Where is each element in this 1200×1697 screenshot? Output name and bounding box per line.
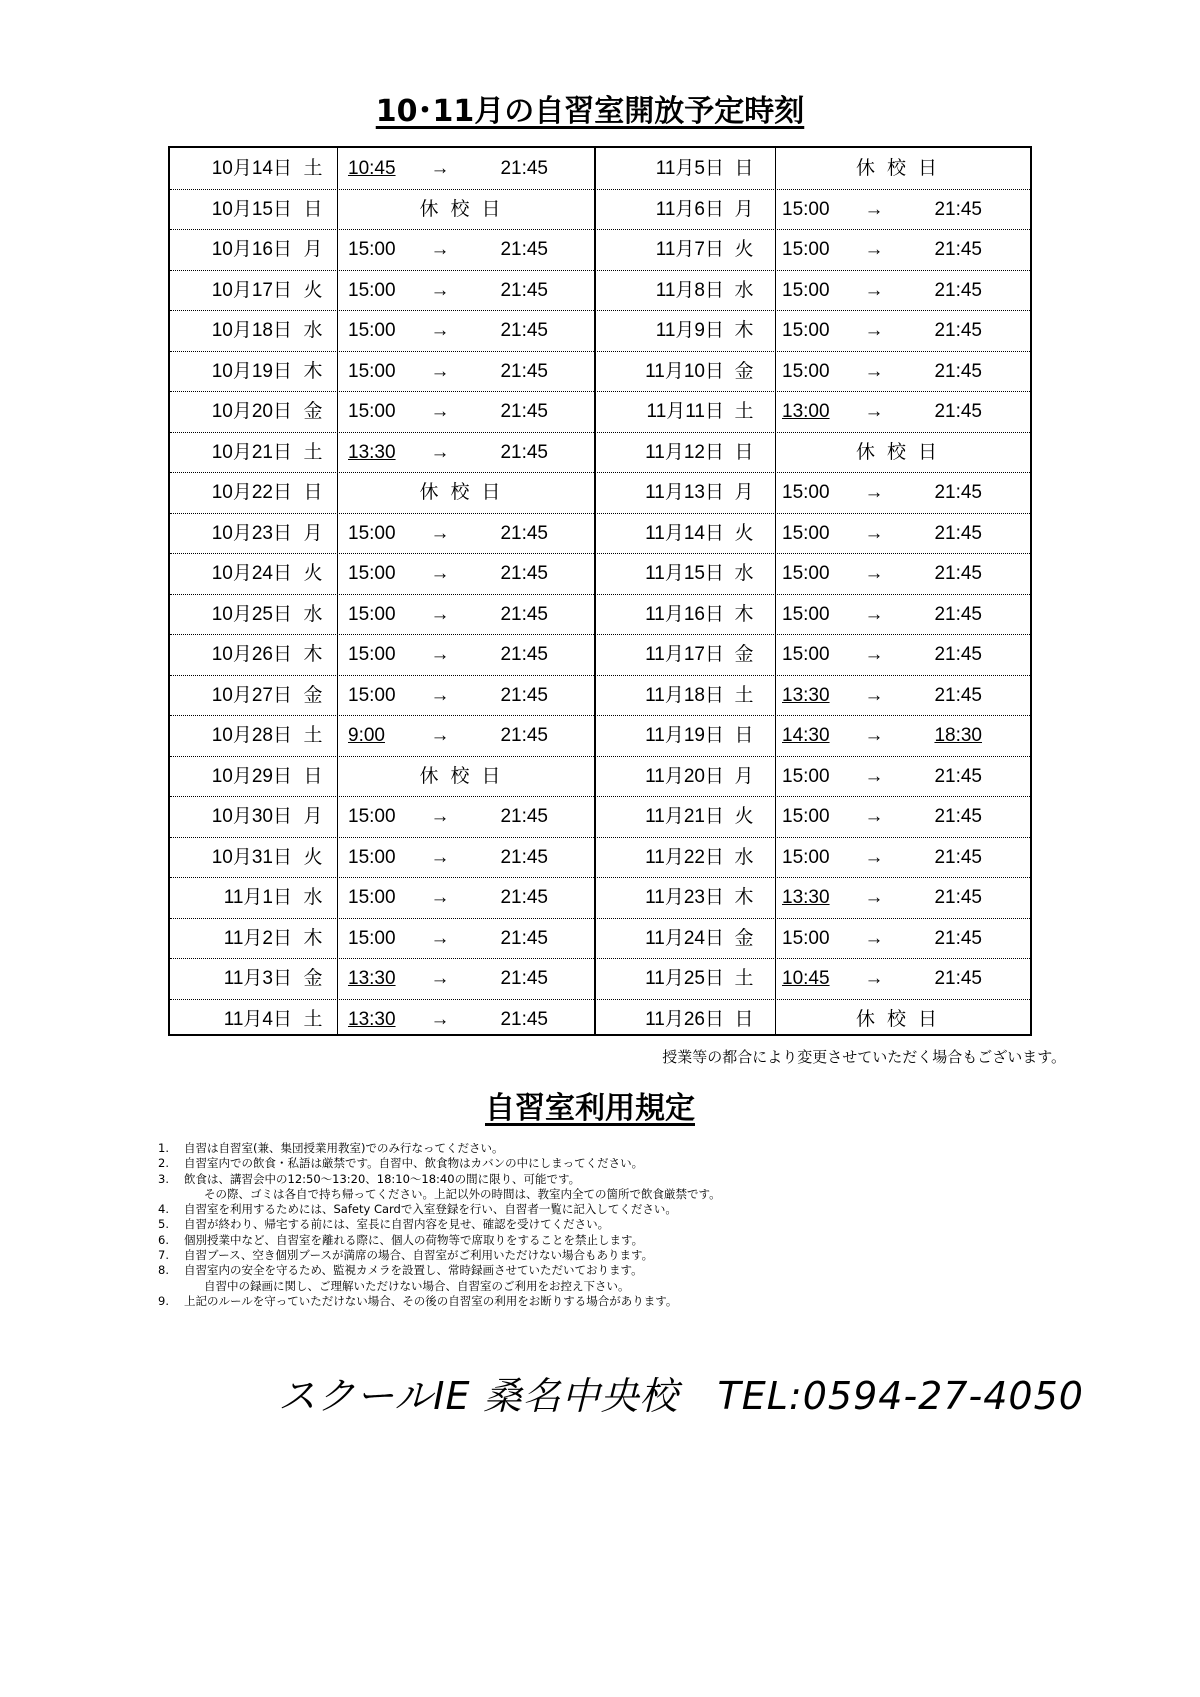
weekday-cell: 月 bbox=[734, 198, 754, 220]
weekday-cell: 水 bbox=[303, 887, 323, 908]
open-time: 15:00 bbox=[782, 563, 830, 584]
weekday-cell: 日 bbox=[303, 198, 323, 220]
close-time: 21:45 bbox=[934, 968, 982, 989]
close-time: 21:45 bbox=[934, 846, 982, 868]
close-time: 21:45 bbox=[500, 522, 548, 544]
date-cell: 11月4日 bbox=[223, 1008, 292, 1030]
open-time: 15:00 bbox=[782, 198, 830, 220]
weekday-cell: 土 bbox=[303, 1008, 323, 1030]
close-time: 21:45 bbox=[934, 927, 982, 949]
arrow-icon: → bbox=[430, 725, 450, 746]
arrow-icon: → bbox=[430, 806, 450, 827]
rule-item bbox=[158, 1202, 1058, 1217]
arrow-icon: → bbox=[430, 279, 450, 301]
open-time: 13:30 bbox=[782, 887, 830, 908]
rule-item bbox=[158, 1279, 1058, 1294]
arrow-icon: → bbox=[864, 603, 884, 625]
weekday-cell: 水 bbox=[303, 320, 323, 341]
close-time: 21:45 bbox=[934, 603, 982, 625]
open-time: 15:00 bbox=[782, 846, 830, 868]
weekday-cell: 月 bbox=[303, 239, 323, 260]
rule-item bbox=[158, 1233, 1058, 1248]
weekday-cell: 水 bbox=[303, 603, 323, 625]
schedule-row bbox=[170, 634, 1030, 676]
rule-item bbox=[158, 1248, 1058, 1263]
close-time: 21:45 bbox=[934, 239, 982, 260]
arrow-icon: → bbox=[864, 522, 884, 544]
weekday-cell: 火 bbox=[734, 522, 754, 544]
close-time: 21:45 bbox=[500, 563, 548, 584]
weekday-cell: 水 bbox=[734, 563, 754, 584]
date-cell: 11月2日 bbox=[223, 927, 292, 949]
rules-title: 自習室利用規定 bbox=[485, 1091, 695, 1126]
schedule-row bbox=[170, 958, 1030, 1000]
rule-text: 自習室内の安全を守るため、監視カメラを設置し、常時録画させていただいております。 bbox=[184, 1263, 643, 1278]
date-cell: 10月31日 bbox=[211, 846, 292, 868]
date-cell: 10月14日 bbox=[211, 158, 292, 179]
schedule-table bbox=[168, 146, 1032, 1036]
arrow-icon: → bbox=[864, 684, 884, 706]
close-time: 21:45 bbox=[500, 1008, 548, 1030]
arrow-icon: → bbox=[430, 603, 450, 625]
rule-number: 5. bbox=[158, 1217, 169, 1232]
rule-text: 上記のルールを守っていただけない場合、その後の自習室の利用をお断りする場合があります。 bbox=[184, 1293, 678, 1308]
close-time: 21:45 bbox=[934, 806, 982, 827]
weekday-cell: 木 bbox=[734, 320, 754, 341]
arrow-icon: → bbox=[864, 927, 884, 949]
schedule-row bbox=[170, 391, 1030, 433]
weekday-cell: 日 bbox=[734, 725, 754, 746]
date-cell: 11月25日 bbox=[645, 968, 724, 989]
rules-list bbox=[158, 1141, 1058, 1309]
date-cell: 11月15日 bbox=[645, 563, 724, 584]
arrow-icon: → bbox=[864, 887, 884, 908]
weekday-cell: 金 bbox=[303, 684, 323, 706]
close-time: 21:45 bbox=[500, 603, 548, 625]
arrow-icon: → bbox=[430, 441, 450, 463]
date-cell: 10月26日 bbox=[211, 644, 292, 665]
date-cell: 10月15日 bbox=[211, 198, 292, 220]
weekday-cell: 日 bbox=[303, 765, 323, 787]
close-time: 21:45 bbox=[934, 360, 982, 382]
arrow-icon: → bbox=[430, 360, 450, 382]
arrow-icon: → bbox=[864, 765, 884, 787]
date-cell: 11月9日 bbox=[655, 320, 724, 341]
open-time: 15:00 bbox=[782, 279, 830, 301]
open-time: 15:00 bbox=[348, 279, 396, 301]
arrow-icon: → bbox=[864, 563, 884, 584]
date-cell: 11月20日 bbox=[645, 765, 724, 787]
schedule-row bbox=[170, 918, 1030, 960]
open-time: 15:00 bbox=[348, 360, 396, 382]
date-cell: 10月20日 bbox=[211, 401, 292, 422]
open-time: 15:00 bbox=[782, 644, 830, 665]
open-time: 10:45 bbox=[782, 968, 830, 989]
open-time: 13:00 bbox=[782, 401, 830, 422]
arrow-icon: → bbox=[864, 968, 884, 989]
open-time: 15:00 bbox=[348, 522, 396, 544]
close-time: 21:45 bbox=[934, 887, 982, 908]
date-cell: 11月10日 bbox=[645, 360, 724, 382]
arrow-icon: → bbox=[864, 360, 884, 382]
close-time: 21:45 bbox=[934, 401, 982, 422]
weekday-cell: 日 bbox=[734, 158, 754, 179]
date-cell: 11月12日 bbox=[645, 441, 724, 463]
schedule-row bbox=[170, 999, 1030, 1040]
date-cell: 10月22日 bbox=[211, 482, 292, 503]
arrow-icon: → bbox=[864, 401, 884, 422]
rule-number: 7. bbox=[158, 1248, 169, 1263]
arrow-icon: → bbox=[864, 279, 884, 301]
rule-item bbox=[158, 1172, 1058, 1187]
date-cell: 11月26日 bbox=[645, 1008, 724, 1030]
rule-text: 自習室内での飲食・私語は厳禁です。自習中、飲食物はカバンの中にしまってください。 bbox=[184, 1156, 644, 1171]
weekday-cell: 火 bbox=[734, 239, 754, 260]
weekday-cell: 土 bbox=[734, 684, 754, 706]
weekday-cell: 木 bbox=[734, 887, 754, 908]
close-time: 21:45 bbox=[500, 441, 548, 463]
schedule-row bbox=[170, 189, 1030, 231]
close-time: 21:45 bbox=[500, 887, 548, 908]
arrow-icon: → bbox=[864, 846, 884, 868]
rule-text: 自習ブース、空き個別ブースが満席の場合、自習室がご利用いただけない場合もあります。 bbox=[184, 1248, 654, 1263]
date-cell: 10月16日 bbox=[211, 239, 292, 260]
close-time: 21:45 bbox=[934, 684, 982, 706]
schedule-row bbox=[170, 594, 1030, 636]
arrow-icon: → bbox=[864, 482, 884, 503]
open-time: 15:00 bbox=[782, 927, 830, 949]
rule-item bbox=[158, 1156, 1058, 1171]
page-title: 10･11月の自習室開放予定時刻 bbox=[375, 94, 805, 129]
open-time: 9:00 bbox=[348, 725, 385, 746]
weekday-cell: 火 bbox=[303, 279, 323, 301]
closed-label: 休校日 bbox=[855, 441, 949, 463]
weekday-cell: 水 bbox=[734, 846, 754, 868]
rule-number: 4. bbox=[158, 1202, 169, 1217]
open-time: 15:00 bbox=[348, 806, 396, 827]
rule-item bbox=[158, 1141, 1058, 1156]
weekday-cell: 水 bbox=[734, 279, 754, 301]
close-time: 21:45 bbox=[500, 644, 548, 665]
date-cell: 10月25日 bbox=[211, 603, 292, 625]
close-time: 21:45 bbox=[500, 401, 548, 422]
date-cell: 10月21日 bbox=[211, 441, 292, 463]
close-time: 21:45 bbox=[500, 725, 548, 746]
weekday-cell: 月 bbox=[303, 806, 323, 827]
closed-label: 休校日 bbox=[855, 1008, 949, 1030]
arrow-icon: → bbox=[430, 320, 450, 341]
arrow-icon: → bbox=[864, 644, 884, 665]
schedule-row bbox=[170, 877, 1030, 919]
schedule-row bbox=[170, 270, 1030, 312]
rule-number: 6. bbox=[158, 1232, 169, 1247]
arrow-icon: → bbox=[430, 401, 450, 422]
date-cell: 10月29日 bbox=[211, 765, 292, 787]
open-time: 15:00 bbox=[348, 644, 396, 665]
date-cell: 11月18日 bbox=[645, 684, 724, 706]
closed-label: 休校日 bbox=[419, 765, 513, 787]
date-cell: 11月23日 bbox=[645, 887, 724, 908]
weekday-cell: 土 bbox=[303, 158, 323, 179]
date-cell: 11月7日 bbox=[655, 239, 724, 260]
date-cell: 11月24日 bbox=[645, 927, 724, 949]
close-time: 21:45 bbox=[500, 684, 548, 706]
arrow-icon: → bbox=[864, 806, 884, 827]
rule-item bbox=[158, 1187, 1058, 1202]
open-time: 15:00 bbox=[348, 603, 396, 625]
rule-number: 3. bbox=[158, 1171, 169, 1186]
change-notice: 授業等の都合により変更させていただく場合もございます。 bbox=[662, 1048, 1066, 1066]
rule-text: その際、ゴミは各自で持ち帰ってください。上記以外の時間は、教室内全ての箇所で飲食厳禁です。 bbox=[204, 1186, 721, 1201]
open-time: 15:00 bbox=[348, 684, 396, 706]
open-time: 15:00 bbox=[782, 603, 830, 625]
weekday-cell: 木 bbox=[303, 927, 323, 949]
close-time: 21:45 bbox=[500, 927, 548, 949]
rule-text: 個別授業中など、自習室を離れる際に、個人の荷物等で席取りをすることを禁止します。 bbox=[184, 1232, 644, 1247]
date-cell: 11月5日 bbox=[655, 158, 724, 179]
weekday-cell: 火 bbox=[303, 563, 323, 584]
rule-text: 自習中の録画に関し、ご理解いただけない場合、自習室のご利用をお控え下さい。 bbox=[204, 1278, 630, 1293]
open-time: 10:45 bbox=[348, 158, 396, 179]
close-time: 21:45 bbox=[934, 482, 982, 503]
close-time: 21:45 bbox=[500, 806, 548, 827]
closed-label: 休校日 bbox=[419, 482, 513, 503]
open-time: 13:30 bbox=[348, 1008, 396, 1030]
date-cell: 11月3日 bbox=[223, 968, 292, 989]
arrow-icon: → bbox=[864, 239, 884, 260]
rule-item bbox=[158, 1217, 1058, 1232]
close-time: 21:45 bbox=[500, 279, 548, 301]
schedule-row bbox=[170, 148, 1030, 190]
close-time: 21:45 bbox=[500, 239, 548, 260]
date-cell: 10月24日 bbox=[211, 563, 292, 584]
weekday-cell: 金 bbox=[734, 644, 754, 665]
weekday-cell: 金 bbox=[734, 927, 754, 949]
schedule-row bbox=[170, 472, 1030, 514]
date-cell: 10月28日 bbox=[211, 725, 292, 746]
date-cell: 10月27日 bbox=[211, 684, 292, 706]
close-time: 21:45 bbox=[934, 320, 982, 341]
close-time: 18:30 bbox=[934, 725, 982, 746]
date-cell: 10月30日 bbox=[211, 806, 292, 827]
weekday-cell: 日 bbox=[734, 441, 754, 463]
close-time: 21:45 bbox=[934, 563, 982, 584]
rule-text: 自習は自習室(兼、集団授業用教室)でのみ行なってください。 bbox=[184, 1141, 504, 1155]
open-time: 13:30 bbox=[348, 441, 396, 463]
arrow-icon: → bbox=[864, 725, 884, 746]
date-cell: 10月18日 bbox=[211, 320, 292, 341]
date-cell: 11月16日 bbox=[645, 603, 724, 625]
close-time: 21:45 bbox=[500, 846, 548, 868]
arrow-icon: → bbox=[430, 684, 450, 706]
date-cell: 10月17日 bbox=[211, 279, 292, 301]
date-cell: 11月14日 bbox=[645, 522, 724, 544]
open-time: 15:00 bbox=[782, 522, 830, 544]
schedule-row bbox=[170, 310, 1030, 352]
open-time: 14:30 bbox=[782, 725, 830, 746]
arrow-icon: → bbox=[864, 320, 884, 341]
date-cell: 11月19日 bbox=[645, 725, 724, 746]
rule-number: 8. bbox=[158, 1263, 169, 1278]
open-time: 15:00 bbox=[782, 360, 830, 382]
weekday-cell: 月 bbox=[734, 765, 754, 787]
date-cell: 11月13日 bbox=[645, 482, 724, 503]
open-time: 15:00 bbox=[348, 927, 396, 949]
weekday-cell: 土 bbox=[303, 441, 323, 463]
weekday-cell: 月 bbox=[734, 482, 754, 503]
arrow-icon: → bbox=[430, 846, 450, 868]
close-time: 21:45 bbox=[934, 522, 982, 544]
rule-text: 自習が終わり、帰宅する前には、室長に自習内容を見せ、確認を受けてください。 bbox=[184, 1217, 610, 1232]
open-time: 15:00 bbox=[348, 239, 396, 260]
schedule-row bbox=[170, 513, 1030, 555]
close-time: 21:45 bbox=[934, 765, 982, 787]
weekday-cell: 日 bbox=[303, 482, 323, 503]
weekday-cell: 月 bbox=[303, 522, 323, 544]
arrow-icon: → bbox=[430, 887, 450, 908]
arrow-icon: → bbox=[430, 239, 450, 260]
open-time: 15:00 bbox=[348, 846, 396, 868]
close-time: 21:45 bbox=[500, 158, 548, 179]
schedule-row bbox=[170, 675, 1030, 717]
close-time: 21:45 bbox=[500, 320, 548, 341]
rule-number: 9. bbox=[158, 1293, 169, 1308]
rule-text: 自習室を利用するためには、Safety Cardで入室登録を行い、自習者一覧に記入してください。 bbox=[184, 1202, 677, 1217]
schedule-row bbox=[170, 553, 1030, 595]
open-time: 13:30 bbox=[348, 968, 396, 989]
close-time: 21:45 bbox=[934, 279, 982, 301]
open-time: 15:00 bbox=[782, 482, 830, 503]
open-time: 15:00 bbox=[782, 320, 830, 341]
open-time: 13:30 bbox=[782, 684, 830, 706]
schedule-row bbox=[170, 796, 1030, 838]
close-time: 21:45 bbox=[934, 198, 982, 220]
arrow-icon: → bbox=[430, 563, 450, 584]
weekday-cell: 金 bbox=[303, 401, 323, 422]
rule-item bbox=[158, 1263, 1058, 1278]
weekday-cell: 金 bbox=[734, 360, 754, 382]
date-cell: 10月23日 bbox=[211, 522, 292, 544]
open-time: 15:00 bbox=[348, 563, 396, 584]
date-cell: 11月22日 bbox=[645, 846, 724, 868]
date-cell: 11月8日 bbox=[655, 279, 724, 301]
open-time: 15:00 bbox=[348, 401, 396, 422]
closed-label: 休校日 bbox=[855, 158, 949, 179]
open-time: 15:00 bbox=[782, 765, 830, 787]
date-cell: 11月21日 bbox=[645, 806, 724, 827]
weekday-cell: 土 bbox=[303, 725, 323, 746]
weekday-cell: 木 bbox=[303, 360, 323, 382]
schedule-row bbox=[170, 756, 1030, 798]
weekday-cell: 土 bbox=[734, 401, 754, 422]
arrow-icon: → bbox=[430, 927, 450, 949]
schedule-row bbox=[170, 837, 1030, 879]
weekday-cell: 土 bbox=[734, 968, 754, 989]
date-cell: 11月1日 bbox=[223, 887, 292, 908]
open-time: 15:00 bbox=[348, 887, 396, 908]
open-time: 15:00 bbox=[348, 320, 396, 341]
arrow-icon: → bbox=[430, 1008, 450, 1030]
date-cell: 11月17日 bbox=[645, 644, 724, 665]
rule-text: 飲食は、講習会中の12:50～13:20、18:10～18:40の間に限り、可能です。 bbox=[184, 1171, 581, 1186]
weekday-cell: 木 bbox=[303, 644, 323, 665]
rule-item bbox=[158, 1294, 1058, 1309]
date-cell: 11月6日 bbox=[655, 198, 724, 220]
rule-number: 1. bbox=[158, 1141, 169, 1155]
weekday-cell: 金 bbox=[303, 968, 323, 989]
arrow-icon: → bbox=[430, 968, 450, 989]
arrow-icon: → bbox=[430, 158, 450, 179]
schedule-row bbox=[170, 715, 1030, 757]
closed-label: 休校日 bbox=[419, 198, 513, 220]
weekday-cell: 日 bbox=[734, 1008, 754, 1030]
close-time: 21:45 bbox=[934, 644, 982, 665]
weekday-cell: 火 bbox=[303, 846, 323, 868]
open-time: 15:00 bbox=[782, 239, 830, 260]
close-time: 21:45 bbox=[500, 360, 548, 382]
schedule-row bbox=[170, 229, 1030, 271]
date-cell: 10月19日 bbox=[211, 360, 292, 382]
arrow-icon: → bbox=[864, 198, 884, 220]
open-time: 15:00 bbox=[782, 806, 830, 827]
school-contact: スクールIE 桑名中央校 TEL:0594-27-4050 bbox=[278, 1374, 1084, 1418]
arrow-icon: → bbox=[430, 522, 450, 544]
weekday-cell: 火 bbox=[734, 806, 754, 827]
arrow-icon: → bbox=[430, 644, 450, 665]
weekday-cell: 木 bbox=[734, 603, 754, 625]
schedule-row bbox=[170, 351, 1030, 393]
rule-number: 2. bbox=[158, 1156, 169, 1171]
date-cell: 11月11日 bbox=[646, 401, 724, 422]
schedule-row bbox=[170, 432, 1030, 474]
close-time: 21:45 bbox=[500, 968, 548, 989]
